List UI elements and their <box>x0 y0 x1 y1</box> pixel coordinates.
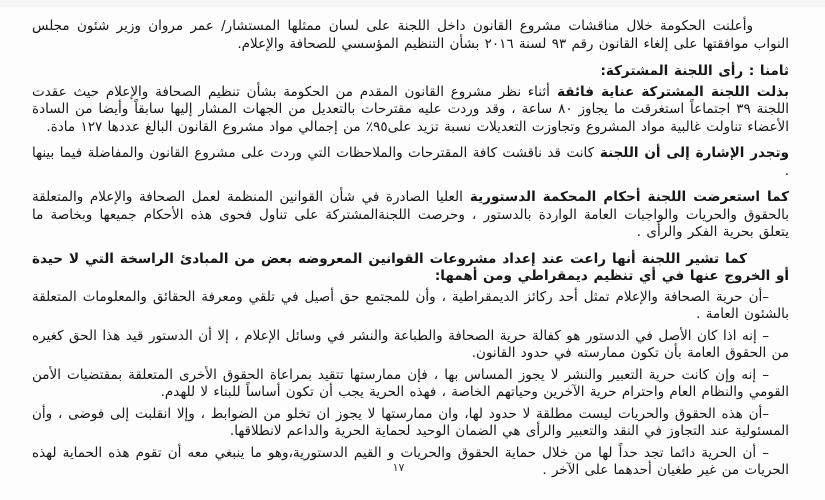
paragraph-text: العليا الصادرة في شأن القوانين المنظمة لعمل الصحافة والإعلام والمتعلقة بالحقوق والحريات والواجبات العامة الواردة بالدستور ، وحرصت اللجنةالمشتركة على تناول فحوى هذه الأحكام جميعها وبخاصة ما يتعلق بحرية الفكر والرأى . <box>32 189 789 240</box>
paragraph-text: وأعلنت الحكومة خلال مناقشات مشروع القانون داخل اللجنة على لسان ممثلها المستشار/ عمر مروان وزير شئون مجلس النواب موافقتها على إلغاء القانون رقم ٩٣ لسنة ٢٠١٦ بشأن التنظيم المؤسسي للصحافة والإعلام. <box>32 18 789 52</box>
bullet-rights-not-absolute <box>32 406 789 441</box>
bullet-text: – إنه وإن كانت حرية التعبير والنشر لا يجوز المساس بها ، فإن ممارستها تتقيد بمراعاة الحقوق الأخرى المتعلقة بمقتضيات الأمن القومي والنظام العام واحترام حرية الآخرين وحياتهم الخاصة ، فهذه الحرية يجب أن تكون أساساً للبناء لا للهدم. <box>32 366 789 400</box>
bullet-text: –أن حرية الصحافة والإعلام تمثل أحد ركائز الديمقراطية ، وأن للمجتمع حق أصيل في تلقي ومعرفة الحقائق والمعلومات المتعلقة بالشئون العامة . <box>32 288 789 322</box>
bullet-text: –أن هذه الحقوق والحريات ليست مطلقة لا حدود لها، وان ممارستها لا يجوز ان تخلو من الضوابط ، وإلا انقلبت إلى فوضى ، وأن المسئولية عند التجاوز في النقد والتعبير والرأى هي الضمان الوحيد لحماية الحرية والداعم لانطلاقها. <box>32 405 789 439</box>
paragraph-lead: كما استعرضت اللجنة أحكام المحكمة الدستورية <box>462 189 789 205</box>
paragraph-government-announcement <box>32 18 789 53</box>
paragraph-principles-intro <box>32 251 789 286</box>
paragraph-lead: كما تشير اللجنة أنها راعت عند إعداد مشروعات القوانين المعروضه بعض من المبادئ الراسخة التي لا حيدة أو الخروج عنها في أي تنظيم ديمقراطي ومن أهمها: <box>32 250 789 284</box>
paragraph-text: كانت قد ناقشت كافة المقترحات والملاحظات التي وردت على مشروع القانون والمفاضلة فيما بينها . <box>32 145 789 179</box>
paragraph-constitutional-court-rulings <box>32 189 789 242</box>
heading-text: ثامنا : رأى اللجنة المشتركة: <box>600 63 789 79</box>
bullet-constitution-guarantee <box>32 328 789 363</box>
page-number: ١٧ <box>392 461 405 474</box>
paragraph-lead: بذلت اللجنة المشتركة عناية فائقة <box>549 83 790 100</box>
bullet-expression-limits <box>32 367 789 402</box>
bullet-text: – إنه اذا كان الأصل في الدستور هو كفالة حرية الصحافة والطباعة والنشر في وسائل الإعلام ، إلا أن الدستور قيد هذا الحق كغيره من الحقوق العامة بأن تكون ممارسته في حدود القانون. <box>32 327 789 361</box>
paragraph-lead: وتجدر الإشارة إلى أن اللجنة <box>594 145 790 161</box>
section-heading-joint-committee-opinion <box>32 63 789 81</box>
paragraph-note-discussions <box>32 145 789 180</box>
bullet-text: – أن الحرية دائما تجد حداً لها من خلال حماية الحقوق والحريات و القيم الدستورية،وهو ما ينبغي معه أن تقوم هذه الحماية لهذه الحريات من غير طغيان أحدهما على الآخر . <box>32 444 789 478</box>
paragraph-committee-effort <box>32 84 789 137</box>
document-body <box>32 18 789 484</box>
bullet-press-freedom-pillar <box>32 289 789 324</box>
paragraph-text: أثناء نظر مشروع القانون المقدم من الحكومة بشأن تنظيم الصحافة والإعلام حيث عقدت اللجنة ٣٩ اجتماعاً استغرقت ما يجاوز ٨٠ ساعة ، وقد وردت عليه مقترحات بالتعديل من الجهات المشار إليها سابقاً وأيضا من السادة الأعضاء تناولت غالبية مواد المشروع وتجاوزت التعديلات نسبة تزيد على٩٥٪ من إجمالي مواد مشروع القانون البالغ عددها ١٢٧ مادة. <box>32 83 790 135</box>
